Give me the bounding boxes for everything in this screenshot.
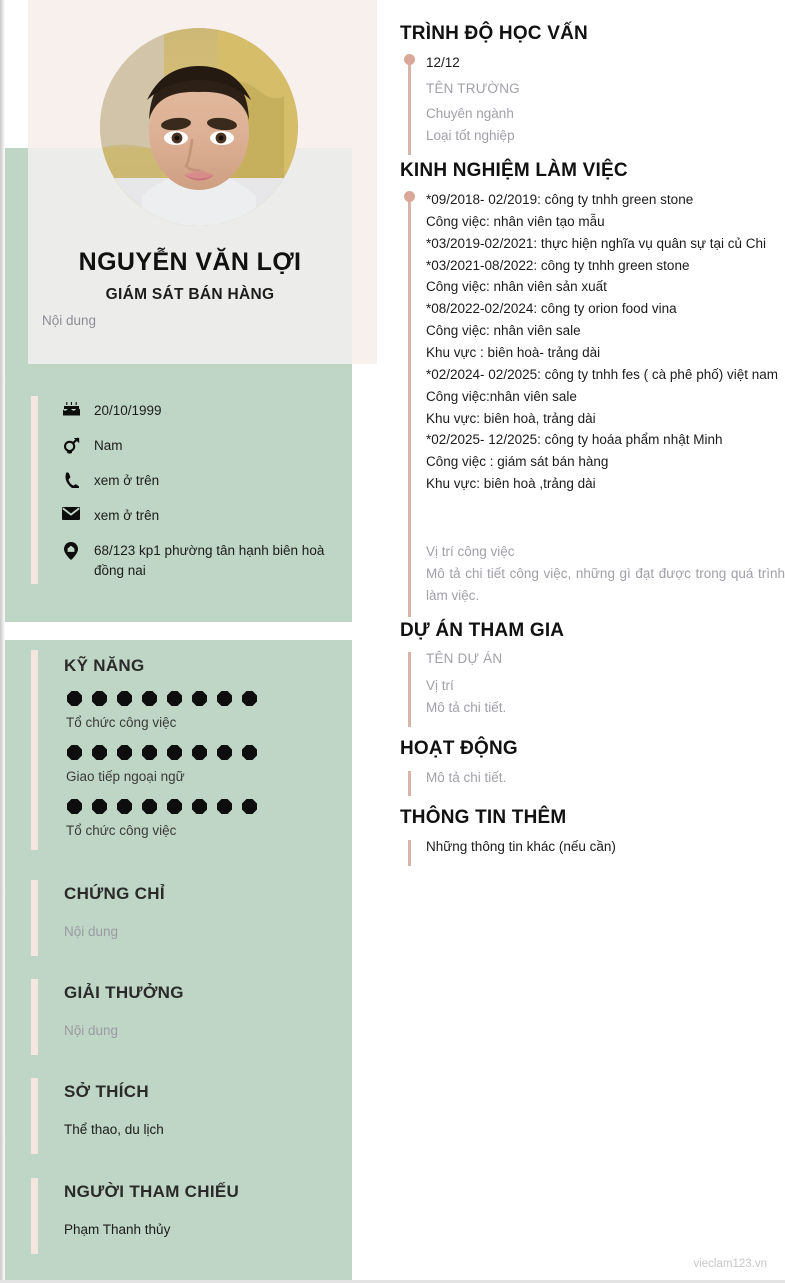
experience-entry: Công việc: nhân viên tạo mẫu [426,213,605,229]
skill-dot[interactable] [167,799,182,814]
skill-label-3: Tổ chức công việc [66,823,177,838]
contact-item-gender [38,435,351,470]
skill-dot[interactable] [167,691,182,706]
gender-icon [60,435,82,454]
hobbies-body: Thể thao, du lịch [64,1122,164,1137]
section-experience [399,159,785,616]
experience-entry: *08/2022-02/2024: công ty orion food vina [426,301,677,317]
profile-tagline: Nội dung [42,312,97,328]
activities-title: HOẠT ĐỘNG [400,737,518,759]
experience-entry: Khu vực: biên hoà, trảng dài [426,410,596,426]
contact-item-birthday [38,400,351,435]
education-title: TRÌNH ĐỘ HỌC VẤN [400,23,588,44]
project-description: Mô tả chi tiết. [426,700,507,716]
skill-dot[interactable] [192,745,207,760]
timeline-line [408,652,411,727]
experience-entry: Khu vực: biên hoà ,trảng dài [426,476,596,492]
project-name: TÊN DỰ ÁN [426,651,503,667]
experience-placeholder-description: Mô tả chi tiết công việc, những gì đạt được trong quá trình làm việc. [426,565,785,603]
skill-rating-2[interactable] [67,745,351,760]
sidebar-section-certificates [31,880,351,956]
experience-entry: Công việc: nhân viên sale [426,323,581,339]
skill-dot[interactable] [67,691,82,706]
experience-entry: *03/2021-08/2022: công ty tnhh green stone [426,257,690,273]
projects-title: DỰ ÁN THAM GIA [400,619,565,641]
skill-dot[interactable] [142,745,157,760]
timeline-line [408,193,411,617]
awards-body: Nội dung [64,1023,119,1038]
contact-value-birthday: 20/10/1999 [94,403,162,418]
education-body [399,52,785,155]
references-title: NGƯỜI THAM CHIẾU [64,1182,240,1201]
skill-dot[interactable] [67,799,82,814]
sidebar-section-references [31,1178,351,1254]
sidebar-section-skills [31,650,351,850]
additional-description: Những thông tin khác (nếu cần) [426,839,616,855]
main-column [399,0,785,1283]
skill-dot[interactable] [242,745,257,760]
sidebar-section-awards [31,979,351,1055]
timeline-line [408,840,411,866]
contact-item-address [38,540,351,580]
section-projects [399,619,785,727]
timeline-dot [404,191,415,202]
education-period: 12/12 [426,54,460,70]
timeline-line [408,771,411,797]
email-icon [60,505,82,520]
section-activities [399,737,785,797]
skill-rating-3[interactable] [67,799,351,814]
contact-value-gender: Nam [94,438,123,453]
timeline-dot [404,54,415,65]
skill-dot[interactable] [242,691,257,706]
activities-description: Mô tả chi tiết. [426,769,507,785]
certificates-body: Nội dung [64,924,119,939]
education-major: Chuyên ngành [426,106,514,122]
experience-body [399,189,785,617]
skill-dot[interactable] [92,745,107,760]
skill-label-2: Giao tiếp ngoại ngữ [66,769,185,784]
skill-dot[interactable] [242,799,257,814]
section-additional-info [399,806,785,866]
contact-item-phone [38,470,351,505]
job-title: GIÁM SÁT BÁN HÀNG [105,285,275,303]
education-school: TÊN TRƯỜNG [426,80,520,96]
contact-value-phone: xem ở trên [94,473,160,488]
phone-icon [60,470,82,488]
experience-entry: Công việc: nhân viên sản xuất [426,279,607,295]
timeline-line [408,56,411,155]
contact-item-email [38,505,351,540]
experience-entry: Công việc : giám sát bán hàng [426,454,609,470]
skill-dot[interactable] [167,745,182,760]
sidebar-section-hobbies [31,1078,351,1154]
contact-block [31,396,351,584]
projects-body [399,648,785,727]
references-body: Phạm Thanh thủy [64,1222,171,1237]
experience-entry: Công việc:nhân viên sale [426,388,577,404]
avatar [100,28,298,226]
experience-entry: *03/2019-02/2021: thực hiện nghĩa vụ quân sự tại củ Chi [426,235,767,251]
experience-spacer [426,495,785,541]
page-title: NGUYỄN VĂN LỢI [78,248,302,276]
skill-dot[interactable] [217,691,232,706]
birthday-cake-icon [60,400,82,417]
skill-rating-1[interactable] [67,691,351,706]
contact-value-email: xem ở trên [94,508,160,523]
skill-dot[interactable] [117,799,132,814]
profile-photo [100,28,298,226]
additional-body [399,836,785,866]
skill-dot[interactable] [142,799,157,814]
experience-entry: *02/2024- 02/2025: công ty tnhh fes ( cà phê phố) việt nam [426,366,778,382]
skill-dot[interactable] [217,799,232,814]
section-education [399,22,785,155]
project-position: Vị trí [426,678,454,694]
name-block [28,248,352,328]
watermark: vieclam123.vn [693,1258,767,1270]
additional-title: THÔNG TIN THÊM [400,807,567,829]
experience-entry: Khu vực : biên hoà- trảng dài [426,344,601,360]
education-grade: Loại tốt nghiệp [426,128,515,144]
skill-dot[interactable] [92,799,107,814]
activities-body [399,767,785,797]
skill-dot[interactable] [192,799,207,814]
skill-dot[interactable] [142,691,157,706]
location-pin-icon [60,540,82,560]
contact-value-address: 68/123 kp1 phường tân hạnh biên hoà đồng nai [94,543,325,578]
experience-entry: *09/2018- 02/2019: công ty tnhh green stone [426,191,694,207]
skill-label-1: Tổ chức công việc [66,715,177,730]
skill-dot[interactable] [117,745,132,760]
skill-dot[interactable] [217,745,232,760]
experience-entry: *02/2025- 12/2025: công ty hoáa phẩm nhật Minh [426,432,723,448]
experience-title: KINH NGHIỆM LÀM VIỆC [400,160,628,182]
certificates-title: CHỨNG CHỈ [64,884,165,903]
skill-dot[interactable] [117,691,132,706]
skills-title: KỸ NĂNG [64,656,145,675]
experience-placeholder-position: Vị trí công việc [426,543,515,559]
hobbies-title: SỞ THÍCH [64,1082,149,1101]
skill-dot[interactable] [67,745,82,760]
skill-dot[interactable] [192,691,207,706]
skill-dot[interactable] [92,691,107,706]
awards-title: GIẢI THƯỞNG [64,983,184,1002]
